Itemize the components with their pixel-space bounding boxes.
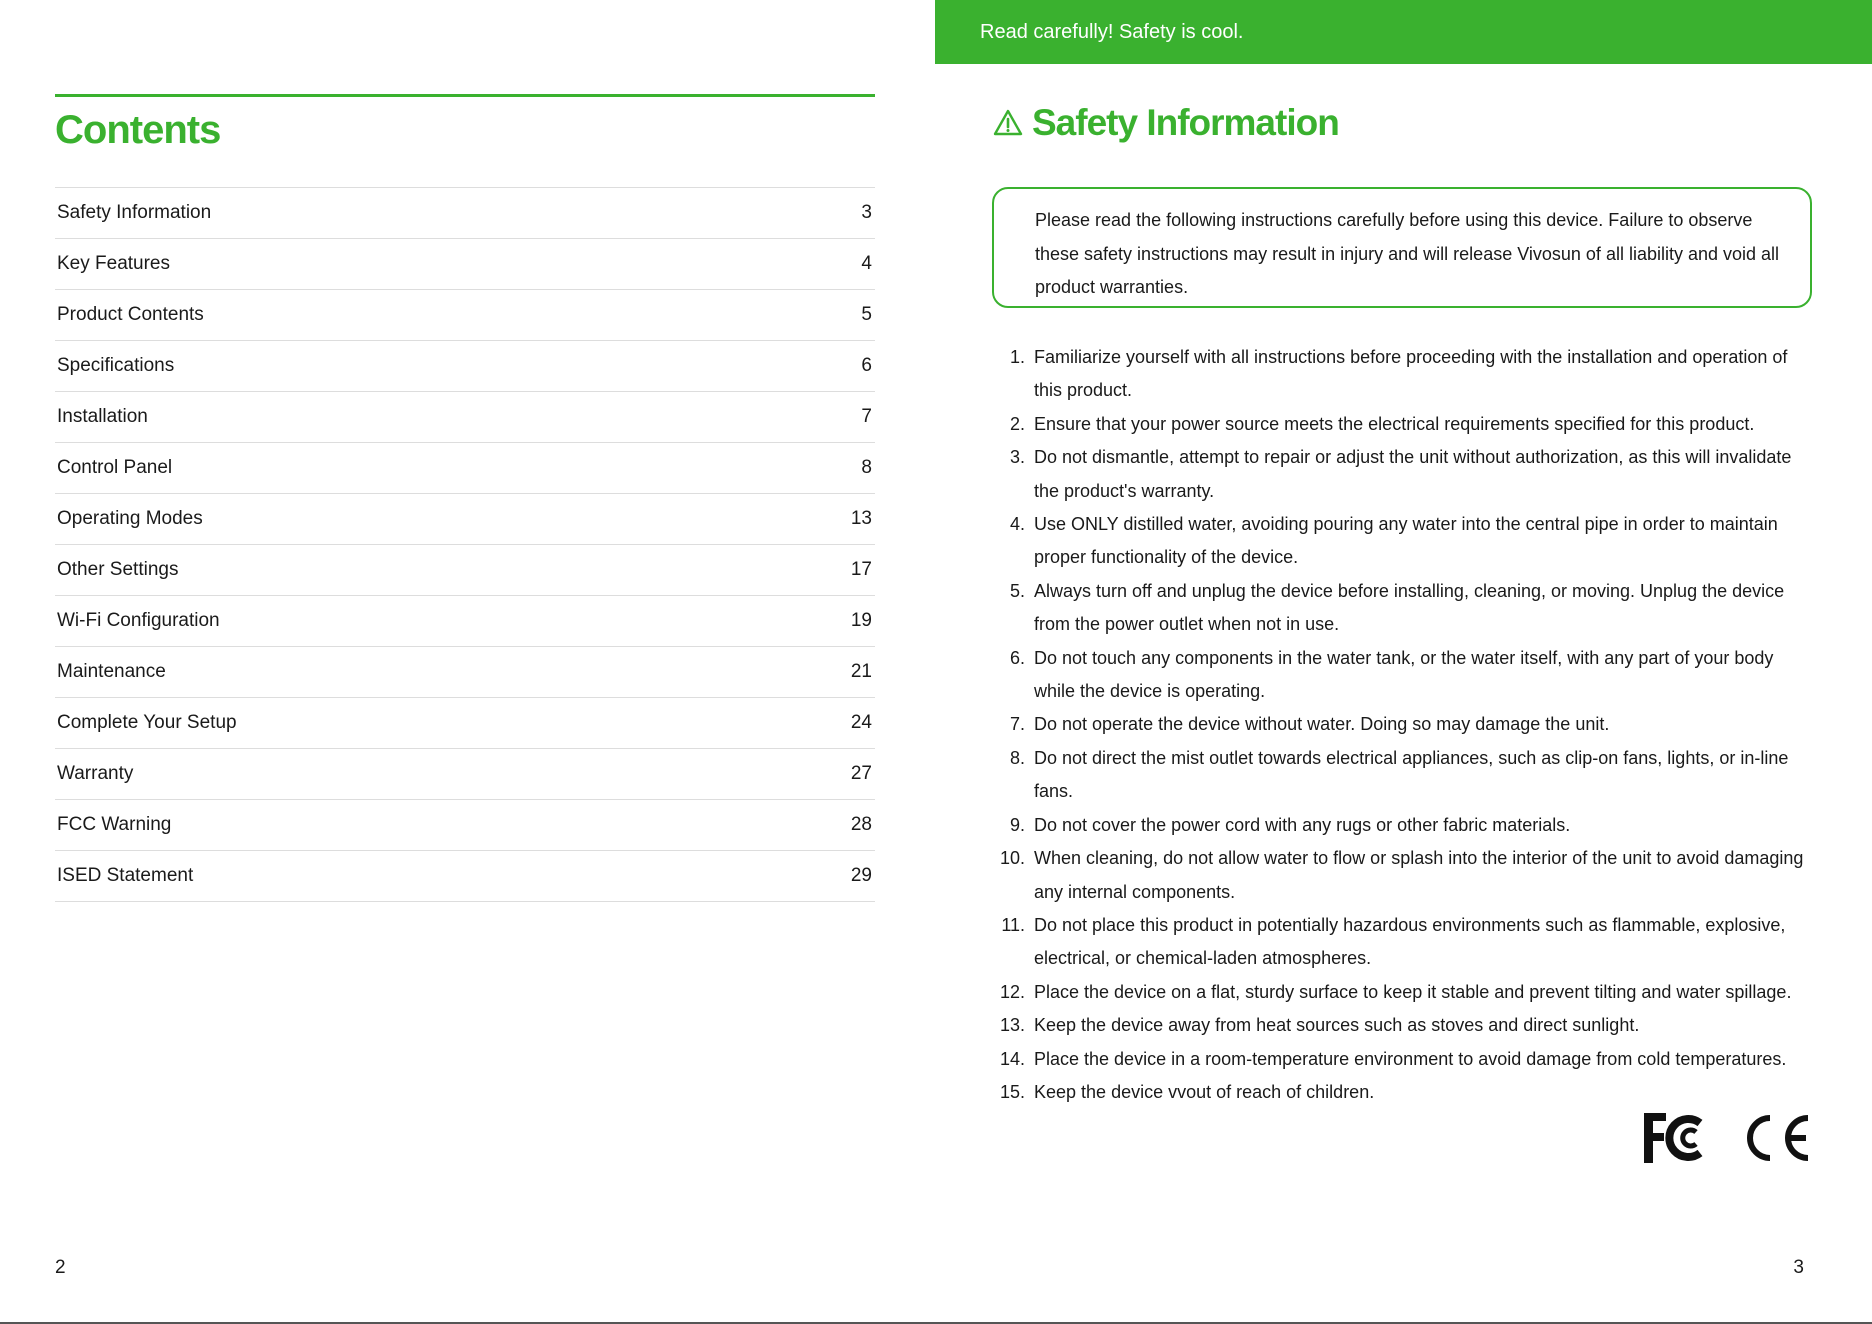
toc-item-page: 24 <box>850 712 872 733</box>
page-number-right: 3 <box>1793 1257 1804 1278</box>
list-item-text: When cleaning, do not allow water to flow or splash into the interior of the unit to avoid damaging any internal components. <box>1034 848 1804 902</box>
list-item-number: 3. <box>1009 447 1025 468</box>
list-item-text: Keep the device away from heat sources such as stoves and direct sunlight. <box>1034 1015 1640 1036</box>
toc-item-label: Operating Modes <box>57 508 203 529</box>
list-item <box>992 809 1812 842</box>
list-item <box>992 1043 1812 1076</box>
list-item <box>992 575 1812 642</box>
list-item-number: 10. <box>999 848 1025 869</box>
list-item-text: Always turn off and unplug the device before installing, cleaning, or moving. Unplug the device from the power outlet when not in use. <box>1034 580 1785 635</box>
toc-item-label: Key Features <box>57 253 170 274</box>
list-item-text: Keep the device vvout of reach of children. <box>1034 1081 1375 1102</box>
table-of-contents <box>55 187 875 902</box>
list-item <box>992 1009 1812 1042</box>
safety-notice-text: Please read the following instructions carefully before using this device. Failure to observe these safety instructions may result in injury and will release Vivosun of all liability and void all product warranties. <box>1035 210 1780 297</box>
toc-item-other-settings[interactable] <box>55 545 875 596</box>
page-number-left: 2 <box>55 1257 66 1278</box>
list-item <box>992 508 1812 575</box>
toc-item-label: Complete Your Setup <box>57 712 237 733</box>
toc-item-page: 4 <box>861 253 872 274</box>
list-item-number: 14. <box>999 1048 1025 1069</box>
toc-item-operating-modes[interactable] <box>55 494 875 545</box>
list-item-number: 15. <box>999 1081 1025 1102</box>
list-item <box>992 408 1812 441</box>
list-item-text: Ensure that your power source meets the electrical requirements specified for this product. <box>1034 413 1755 434</box>
contents-title: Contents <box>55 108 221 152</box>
toc-item-wifi-configuration[interactable] <box>55 596 875 647</box>
list-item <box>992 708 1812 741</box>
toc-item-page: 21 <box>850 661 872 682</box>
list-item-number: 11. <box>1001 914 1025 935</box>
list-item-text: Place the device on a flat, sturdy surface to keep it stable and prevent tilting and water spillage. <box>1034 981 1792 1002</box>
toc-item-fcc-warning[interactable] <box>55 800 875 851</box>
toc-item-label: Warranty <box>57 763 134 784</box>
list-item-text: Do not direct the mist outlet towards electrical appliances, such as clip-on fans, lights, or in-line fans. <box>1034 747 1789 802</box>
ce-mark-icon <box>1740 1112 1812 1164</box>
list-item-text: Do not touch any components in the water tank, or the water itself, with any part of your body while the device is operating. <box>1034 647 1774 702</box>
toc-item-label: Safety Information <box>57 202 212 223</box>
list-item-text: Do not cover the power cord with any rugs or other fabric materials. <box>1034 814 1571 835</box>
list-item-text: Do not place this product in potentially hazardous environments such as flammable, explosive, electrical, or chemical-laden atmospheres. <box>1034 914 1786 969</box>
toc-item-label: Wi-Fi Configuration <box>57 610 220 631</box>
toc-item-specifications[interactable] <box>55 341 875 392</box>
list-item-text: Place the device in a room-temperature environment to avoid damage from cold temperatures. <box>1034 1048 1787 1069</box>
toc-item-installation[interactable] <box>55 392 875 443</box>
list-item-number: 12. <box>999 981 1025 1002</box>
toc-item-page: 7 <box>861 406 872 427</box>
toc-item-label: Product Contents <box>57 304 204 325</box>
toc-item-page: 29 <box>850 865 872 886</box>
toc-item-page: 3 <box>861 202 872 223</box>
left-page <box>0 0 935 1324</box>
toc-item-product-contents[interactable] <box>55 290 875 341</box>
banner-text: Read carefully! Safety is cool. <box>980 20 1244 43</box>
toc-item-label: ISED Statement <box>57 865 194 886</box>
list-item <box>992 742 1812 809</box>
toc-item-label: FCC Warning <box>57 814 172 835</box>
safety-notice-box <box>992 187 1812 308</box>
list-item-text: Do not dismantle, attempt to repair or adjust the unit without authorization, as this will invalidate the product's warranty. <box>1034 447 1792 501</box>
warning-triangle-icon <box>992 107 1024 139</box>
list-item-number: 13. <box>999 1015 1025 1036</box>
fcc-logo-icon <box>1642 1111 1714 1165</box>
list-item-number: 5. <box>1009 580 1025 601</box>
toc-item-page: 17 <box>850 559 872 580</box>
list-item-text: Do not operate the device without water. Doing so may damage the unit. <box>1034 714 1610 735</box>
toc-item-page: 8 <box>861 457 872 478</box>
toc-item-complete-your-setup[interactable] <box>55 698 875 749</box>
toc-item-page: 28 <box>850 814 872 835</box>
list-item-number: 1. <box>1009 347 1025 367</box>
toc-item-label: Specifications <box>57 355 175 376</box>
list-item-number: 6. <box>1009 647 1025 668</box>
toc-item-label: Other Settings <box>57 559 179 580</box>
list-item <box>992 341 1812 408</box>
right-page <box>935 0 1872 1324</box>
list-item <box>992 1076 1812 1109</box>
certification-marks <box>1642 1110 1812 1166</box>
contents-top-rule <box>55 94 875 97</box>
list-item-text: Familiarize yourself with all instructions before proceeding with the installation and operation of this product. <box>1034 347 1788 401</box>
list-item-number: 8. <box>1009 747 1025 768</box>
list-item-number: 4. <box>1009 514 1025 535</box>
toc-item-label: Control Panel <box>57 457 173 478</box>
toc-item-safety-information[interactable] <box>55 188 875 239</box>
header-banner <box>935 0 1872 64</box>
toc-item-page: 6 <box>861 355 872 376</box>
toc-item-page: 5 <box>861 304 872 325</box>
list-item-number: 9. <box>1009 814 1025 835</box>
list-item <box>992 642 1812 709</box>
list-item <box>992 909 1812 976</box>
safety-rules-list <box>992 341 1812 1109</box>
list-item-number: 2. <box>1009 413 1025 434</box>
toc-item-page: 27 <box>850 763 872 784</box>
toc-item-control-panel[interactable] <box>55 443 875 494</box>
toc-item-page: 19 <box>850 610 872 631</box>
list-item-number: 7. <box>1009 714 1025 735</box>
toc-item-key-features[interactable] <box>55 239 875 290</box>
toc-item-ised-statement[interactable] <box>55 851 875 902</box>
list-item <box>992 976 1812 1009</box>
toc-item-label: Maintenance <box>57 661 166 682</box>
section-heading <box>992 98 1339 148</box>
list-item-text: Use ONLY distilled water, avoiding pouring any water into the central pipe in order to maintain proper functionality of the device. <box>1034 514 1778 568</box>
toc-item-label: Installation <box>57 406 148 427</box>
toc-item-warranty[interactable] <box>55 749 875 800</box>
toc-item-page: 13 <box>850 508 872 529</box>
toc-item-maintenance[interactable] <box>55 647 875 698</box>
section-title: Safety Information <box>1032 102 1339 143</box>
list-item <box>992 441 1812 508</box>
list-item <box>992 842 1812 909</box>
